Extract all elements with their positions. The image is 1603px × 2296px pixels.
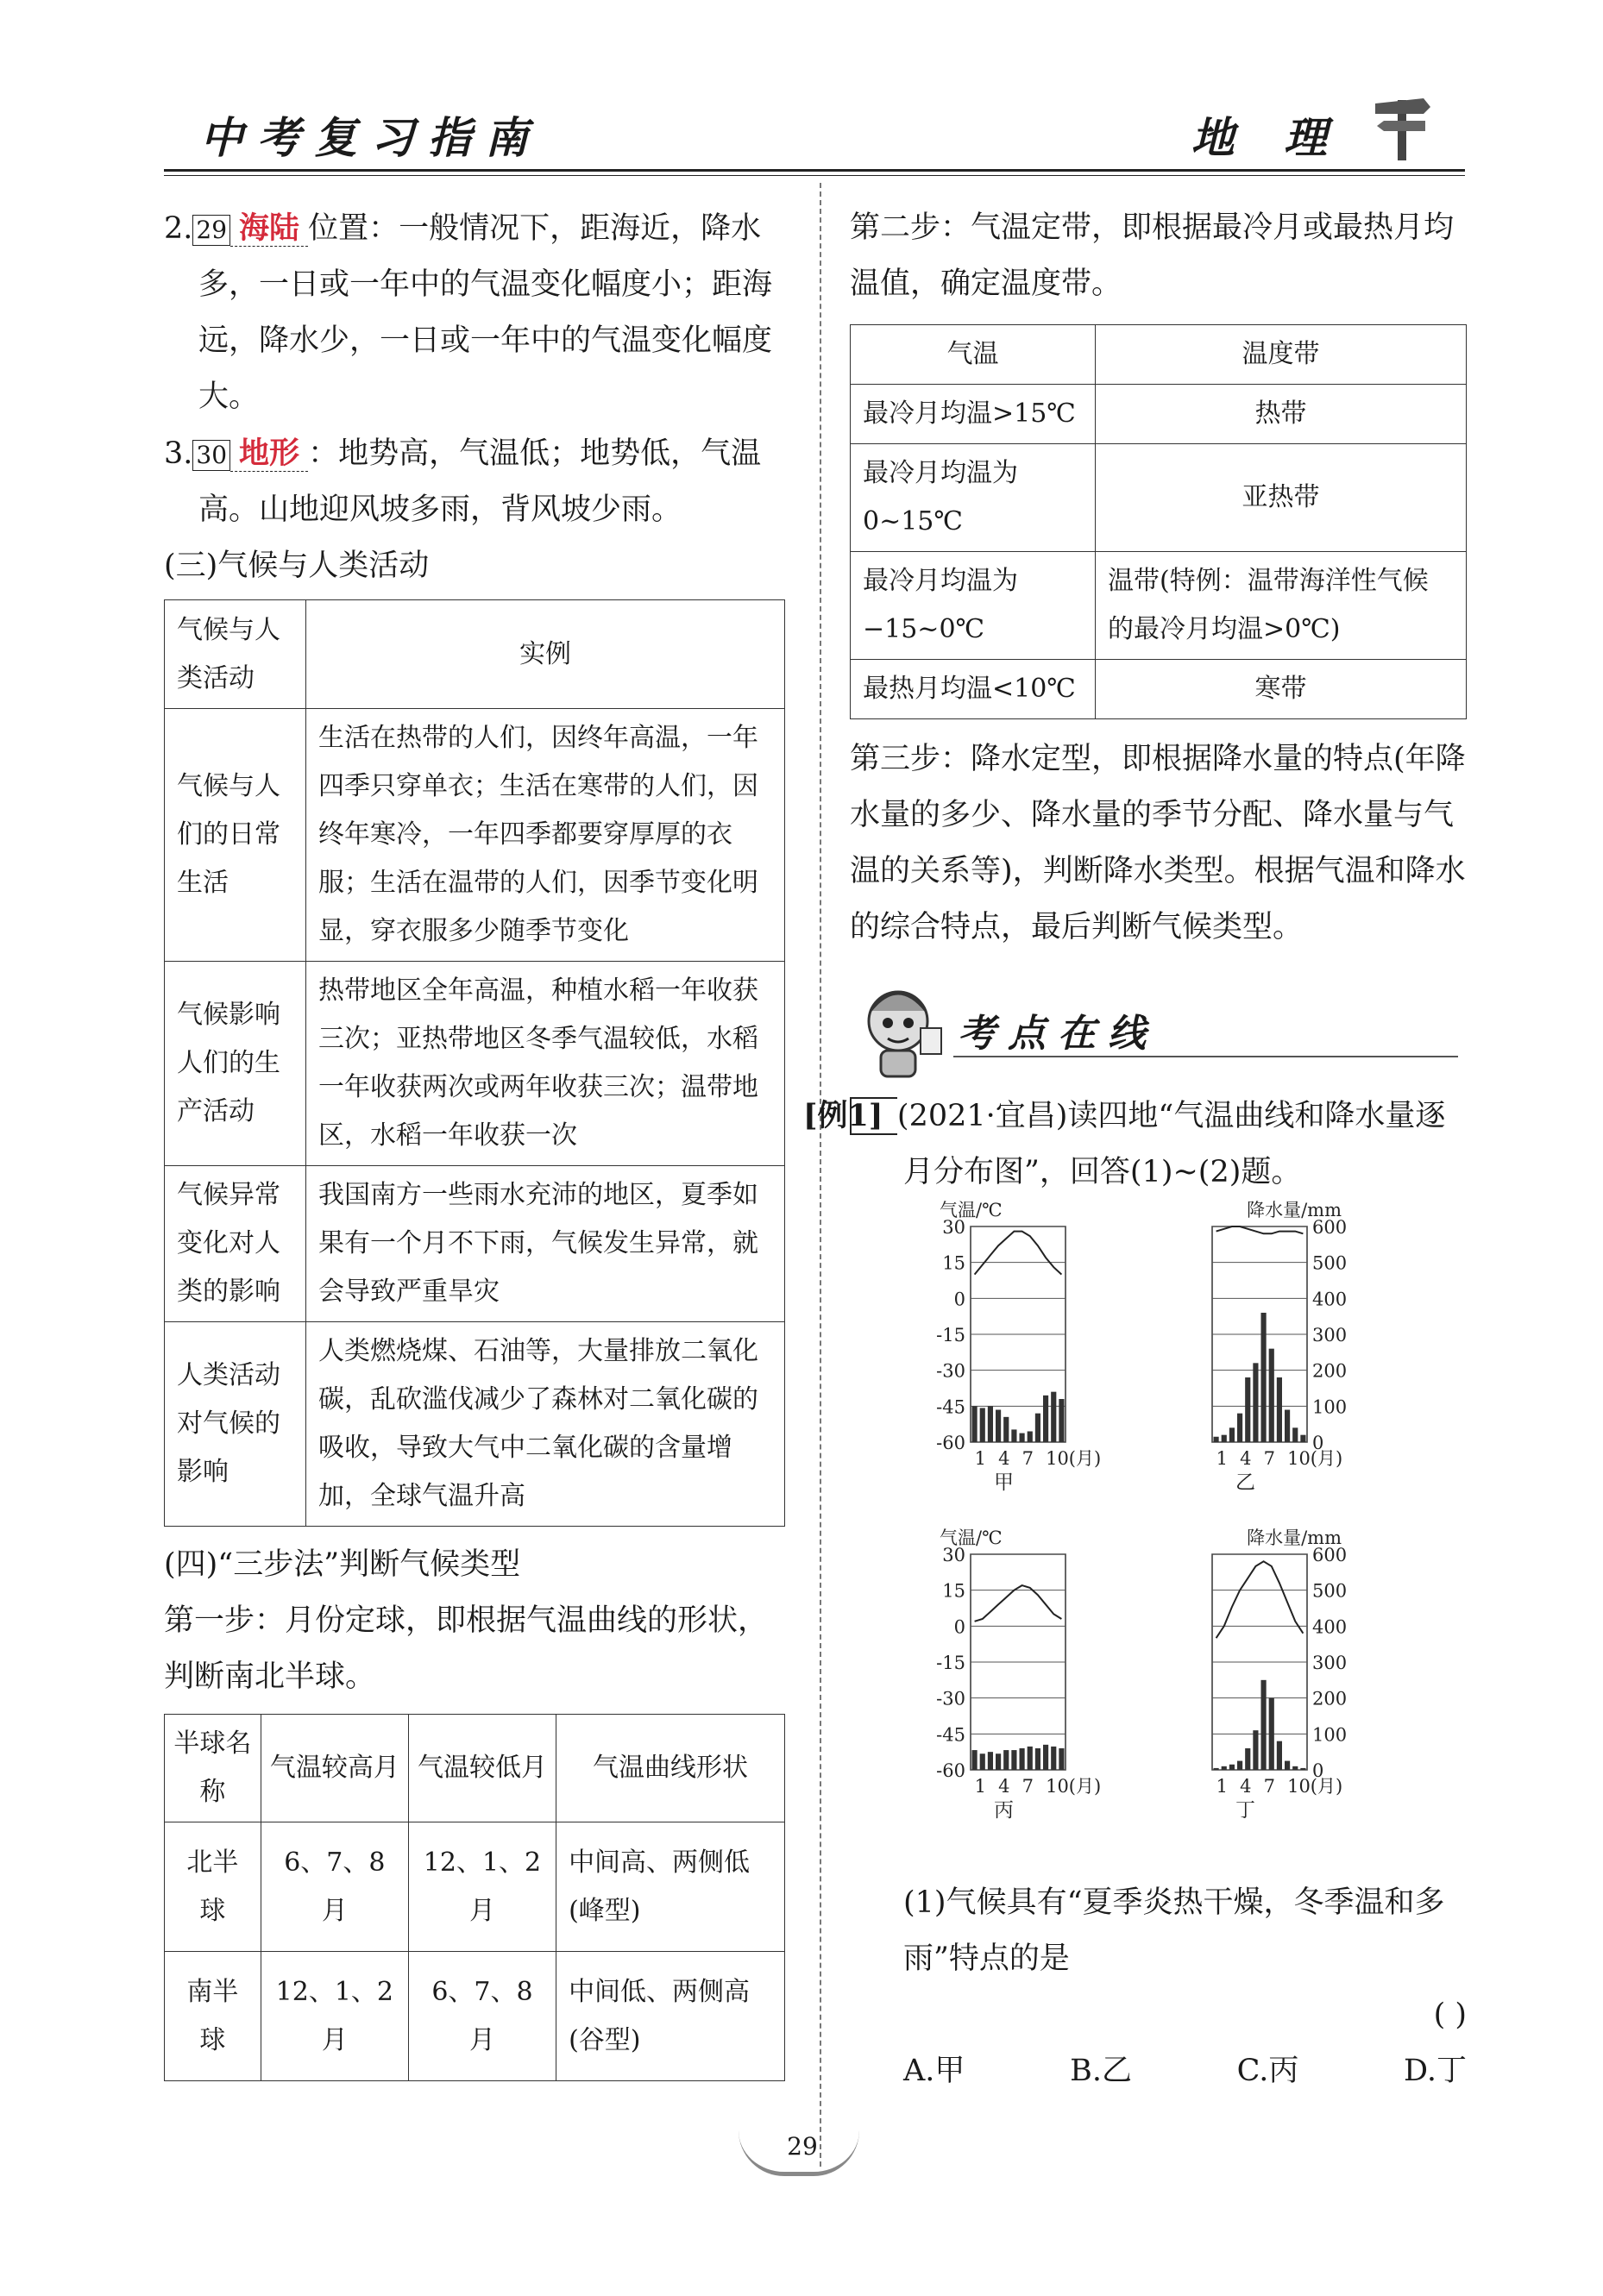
month-tick-label: 4 <box>998 1776 1010 1797</box>
table-cell: 最冷月均温>15℃ <box>851 385 1096 444</box>
option-d[interactable]: D.丁 <box>1404 2054 1467 2088</box>
precip-bar <box>1028 1747 1033 1770</box>
chart-name-label: 甲 <box>994 1471 1014 1494</box>
temp-tick-label: -15 <box>936 1325 965 1346</box>
precip-bar <box>1222 1766 1227 1770</box>
table-cell: 南半球 <box>165 1952 261 2081</box>
precip-tick-label: 0 <box>1312 1433 1324 1453</box>
month-tick-label: 7 <box>1263 1776 1275 1797</box>
table-header-cell: 气温较高月 <box>261 1715 408 1822</box>
precip-bar <box>1285 1761 1290 1770</box>
month-tick-label: 4 <box>1240 1776 1252 1797</box>
precip-bar <box>1035 1748 1040 1770</box>
option-c[interactable]: C.丙 <box>1236 2054 1299 2088</box>
month-tick-label: 4 <box>1240 1448 1252 1469</box>
table-cell: 气候影响人们的生产活动 <box>165 962 306 1166</box>
precip-bar <box>1285 1410 1290 1443</box>
table-cell: 北半球 <box>165 1822 261 1952</box>
temperature-zone-table <box>850 324 1467 719</box>
precip-bar <box>1277 1377 1282 1442</box>
precip-tick-label: 0 <box>1312 1760 1324 1781</box>
table-cell: 6、7、8月 <box>261 1822 408 1952</box>
precip-bar <box>996 1753 1001 1770</box>
precip-bar <box>1300 1435 1305 1442</box>
table-header-cell: 气温 <box>851 325 1096 385</box>
blank-answer: 地形 <box>230 436 308 472</box>
table-cell: 寒带 <box>1096 660 1467 719</box>
month-tick-label: 10(月) <box>1287 1776 1343 1797</box>
precip-bar <box>1051 1392 1056 1442</box>
example-label: [例1] <box>850 1097 897 1135</box>
month-tick-label: 1 <box>974 1448 986 1469</box>
precip-bar <box>1011 1750 1016 1770</box>
precip-bar <box>1261 1313 1267 1442</box>
temp-tick-label: -45 <box>936 1724 965 1746</box>
chart-name-label: 丁 <box>1235 1799 1255 1822</box>
precip-tick-label: 200 <box>1312 1360 1348 1382</box>
item-number: 2. <box>164 211 193 246</box>
table-cell: 12、1、2月 <box>261 1952 408 2081</box>
month-tick-label: 4 <box>998 1448 1010 1469</box>
precip-bar <box>1043 1396 1048 1442</box>
item-2 <box>164 200 785 425</box>
precip-tick-label: 500 <box>1312 1580 1348 1602</box>
temperature-line <box>975 1585 1062 1622</box>
blank-number-box: 29 <box>192 215 230 246</box>
precip-bar <box>1020 1748 1025 1770</box>
precip-bar <box>1245 1377 1250 1442</box>
temp-tick-label: -30 <box>936 1688 965 1709</box>
precip-bar <box>1020 1433 1025 1442</box>
temperature-line <box>975 1232 1062 1275</box>
blank-answer: 海陆 <box>230 210 308 247</box>
table-cell: 气候与人们的日常生活 <box>165 709 306 962</box>
signpost-icon <box>1372 91 1434 162</box>
precip-tick-label: 200 <box>1312 1688 1348 1709</box>
precip-bar <box>1011 1429 1016 1442</box>
month-tick-label: 7 <box>1022 1448 1034 1469</box>
table-cell: 生活在热带的人们，因终年高温，一年四季只穿单衣；生活在寒带的人们，因终年寒冷，一年四季都要穿厚厚的衣服；生活在温带的人们，因季节变化明显，穿衣服多少随季节变化 <box>306 709 785 962</box>
temperature-line <box>1216 1561 1304 1638</box>
example-1 <box>803 1088 1467 1201</box>
table-header-cell: 气候与人类活动 <box>165 600 306 709</box>
option-a[interactable]: A.甲 <box>903 2054 965 2088</box>
table-header-cell: 温度带 <box>1096 325 1467 385</box>
month-tick-label: 7 <box>1263 1448 1275 1469</box>
item-number: 3. <box>164 436 193 471</box>
precip-tick-label: 300 <box>1312 1653 1348 1673</box>
precip-bar <box>1245 1748 1250 1770</box>
precip-bar <box>1229 1765 1235 1770</box>
precip-bar <box>1253 1363 1258 1442</box>
temp-tick-label: -45 <box>936 1396 965 1418</box>
item-text: 位置：一般情况下，距海近，降水多，一日或一年中的气温变化幅度小；距海远，降水少，一日或一年中的气温变化幅度大。 <box>198 211 773 414</box>
section-3-title: (三)气候与人类活动 <box>164 549 430 583</box>
precip-tick-label: 600 <box>1312 1545 1348 1565</box>
precip-bar <box>1214 1768 1219 1770</box>
precip-bar <box>1237 1414 1242 1442</box>
kaodian-rule <box>953 1056 1458 1057</box>
precip-bar <box>996 1410 1001 1443</box>
temp-tick-label: -30 <box>936 1360 965 1382</box>
precip-bar <box>1043 1745 1048 1770</box>
month-tick-label: 10(月) <box>1287 1448 1343 1469</box>
precip-tick-label: 100 <box>1312 1724 1348 1746</box>
precip-axis-label: 降水量/mm <box>1247 1201 1342 1220</box>
temp-axis-label: 气温/℃ <box>940 1201 1003 1220</box>
month-tick-label: 1 <box>1216 1448 1228 1469</box>
precip-tick-label: 600 <box>1312 1217 1348 1238</box>
table-cell: 最热月均温<10℃ <box>851 660 1096 719</box>
chart-name-label: 丙 <box>994 1799 1014 1822</box>
precip-bar <box>1222 1435 1227 1442</box>
table-cell: 6、7、8月 <box>408 1952 556 2081</box>
precip-bar <box>1028 1432 1033 1443</box>
month-tick-label: 10(月) <box>1046 1448 1102 1469</box>
temp-tick-label: 0 <box>953 1616 965 1638</box>
step-1-text: 第一步：月份定球，即根据气温曲线的形状，判断南北半球。 <box>164 1603 769 1694</box>
table-cell: 12、1、2月 <box>408 1822 556 1952</box>
table-header-cell: 气温曲线形状 <box>556 1715 785 1822</box>
table-cell: 我国南方一些雨水充沛的地区，夏季如果有一个月不下雨，气候发生异常，就会导致严重旱灾 <box>306 1166 785 1322</box>
table-cell: 热带地区全年高温，种植水稻一年收获三次；亚热带地区冬季气温较低，水稻一年收获两次或两年收获三次；温带地区，水稻一年收获一次 <box>306 962 785 1166</box>
precip-bar <box>1059 1399 1064 1442</box>
item-text: ：地势高，气温低；地势低，气温高。山地迎风坡多雨，背风坡少雨。 <box>198 436 762 527</box>
precip-bar <box>1035 1414 1040 1442</box>
precip-bar <box>1300 1768 1305 1770</box>
table-cell: 温带(特例：温带海洋性气候的最冷月均温>0℃) <box>1096 552 1467 660</box>
step-3-text: 第三步：降水定型，即根据降水量的特点(年降水量的多少、降水量的季节分配、降水量与气温的关系等)，判断降水类型。根据气温和降水的综合特点，最后判断气候类型。 <box>850 742 1466 944</box>
header-rule <box>164 169 1465 172</box>
column-divider <box>820 183 821 2167</box>
temp-axis-label: 气温/℃ <box>940 1528 1003 1548</box>
temp-tick-label: -15 <box>936 1653 965 1673</box>
temp-tick-label: 30 <box>942 1217 965 1238</box>
precip-bar <box>988 1752 993 1770</box>
month-tick-label: 7 <box>1022 1776 1034 1797</box>
example-text: (2021·宜昌)读四地“气温曲线和降水量逐月分布图”，回答(1)~(2)题。 <box>896 1099 1446 1189</box>
table-cell: 最冷月均温为0~15℃ <box>851 444 1096 552</box>
table-cell: 人类活动对气候的影响 <box>165 1322 306 1527</box>
climate-charts-svg <box>850 1201 1467 1875</box>
hemisphere-table <box>164 1714 785 2081</box>
temp-tick-label: 30 <box>942 1545 965 1565</box>
precip-bar <box>1003 1417 1009 1442</box>
kaodian-banner <box>850 976 1467 1088</box>
temp-tick-label: 0 <box>953 1289 965 1310</box>
precip-tick-label: 400 <box>1312 1289 1348 1310</box>
page-number: 29 <box>787 2132 818 2161</box>
mascot-icon <box>855 976 950 1080</box>
temp-tick-label: 15 <box>942 1580 965 1602</box>
table-header-cell: 气温较低月 <box>408 1715 556 1822</box>
precip-tick-label: 100 <box>1312 1396 1348 1418</box>
precip-bar <box>972 1750 978 1770</box>
precip-bar <box>1059 1748 1064 1770</box>
precip-tick-label: 400 <box>1312 1616 1348 1638</box>
climate-charts <box>850 1201 1467 1875</box>
precip-tick-label: 300 <box>1312 1325 1348 1346</box>
header-rule-thin <box>164 175 1465 176</box>
left-column <box>164 200 785 2081</box>
answer-bracket: ( ) <box>1433 1998 1467 2032</box>
climate-human-table <box>164 599 785 1527</box>
table-cell: 气候异常变化对人类的影响 <box>165 1166 306 1322</box>
table-header-cell: 实例 <box>306 600 785 709</box>
section-4-title: (四)“三步法”判断气候类型 <box>164 1547 521 1582</box>
precip-bar <box>1269 1698 1274 1770</box>
step-2-text: 第二步：气温定带，即根据最冷月或最热月均温值，确定温度带。 <box>850 210 1455 301</box>
precip-bar <box>1003 1750 1009 1770</box>
temperature-line <box>1216 1226 1304 1233</box>
precip-bar <box>1253 1730 1258 1770</box>
options-row <box>850 2043 1467 2099</box>
precip-bar <box>972 1406 978 1442</box>
precip-bar <box>1292 1427 1298 1442</box>
precip-bar <box>1277 1741 1282 1770</box>
table-cell: 热带 <box>1096 385 1467 444</box>
question-1-text: (1)气候具有“夏季炎热干燥，冬季温和多雨”特点的是 <box>903 1885 1445 1976</box>
precip-bar <box>1269 1349 1274 1442</box>
temp-tick-label: 15 <box>942 1252 965 1274</box>
temp-tick-label: -60 <box>936 1760 965 1781</box>
table-cell: 中间低、两侧高(谷型) <box>556 1952 785 2081</box>
precip-bar <box>988 1406 993 1442</box>
item-3 <box>164 425 785 538</box>
month-tick-label: 10(月) <box>1046 1776 1102 1797</box>
precip-bar <box>1261 1680 1267 1770</box>
kaodian-title: 考点在线 <box>958 1012 1158 1056</box>
precip-bar <box>1214 1437 1219 1442</box>
precip-bar <box>1051 1747 1056 1770</box>
table-cell: 最冷月均温为−15~0℃ <box>851 552 1096 660</box>
header-left-title: 中考复习指南 <box>200 112 542 163</box>
precip-bar <box>1292 1766 1298 1770</box>
month-tick-label: 1 <box>1216 1776 1228 1797</box>
precip-axis-label: 降水量/mm <box>1247 1528 1342 1548</box>
precip-bar <box>1229 1427 1235 1442</box>
precip-tick-label: 500 <box>1312 1252 1348 1274</box>
precip-bar <box>1237 1761 1242 1770</box>
option-b[interactable]: B.乙 <box>1070 2054 1132 2088</box>
blank-number-box: 30 <box>192 440 230 471</box>
precip-bar <box>980 1408 985 1442</box>
table-cell: 亚热带 <box>1096 444 1467 552</box>
right-column <box>803 200 1467 2099</box>
temp-tick-label: -60 <box>936 1433 965 1453</box>
chart-name-label: 乙 <box>1235 1471 1255 1494</box>
table-cell: 人类燃烧煤、石油等，大量排放二氧化碳，乱砍滥伐减少了森林对二氧化碳的吸收，导致大气中二氧化碳的含量增加，全球气温升高 <box>306 1322 785 1527</box>
precip-bar <box>980 1753 985 1770</box>
month-tick-label: 1 <box>974 1776 986 1797</box>
table-cell: 中间高、两侧低(峰型) <box>556 1822 785 1952</box>
header-right-title: 地 理 <box>1191 112 1344 163</box>
table-header-cell: 半球名称 <box>165 1715 261 1822</box>
question-1 <box>850 1875 1467 2043</box>
